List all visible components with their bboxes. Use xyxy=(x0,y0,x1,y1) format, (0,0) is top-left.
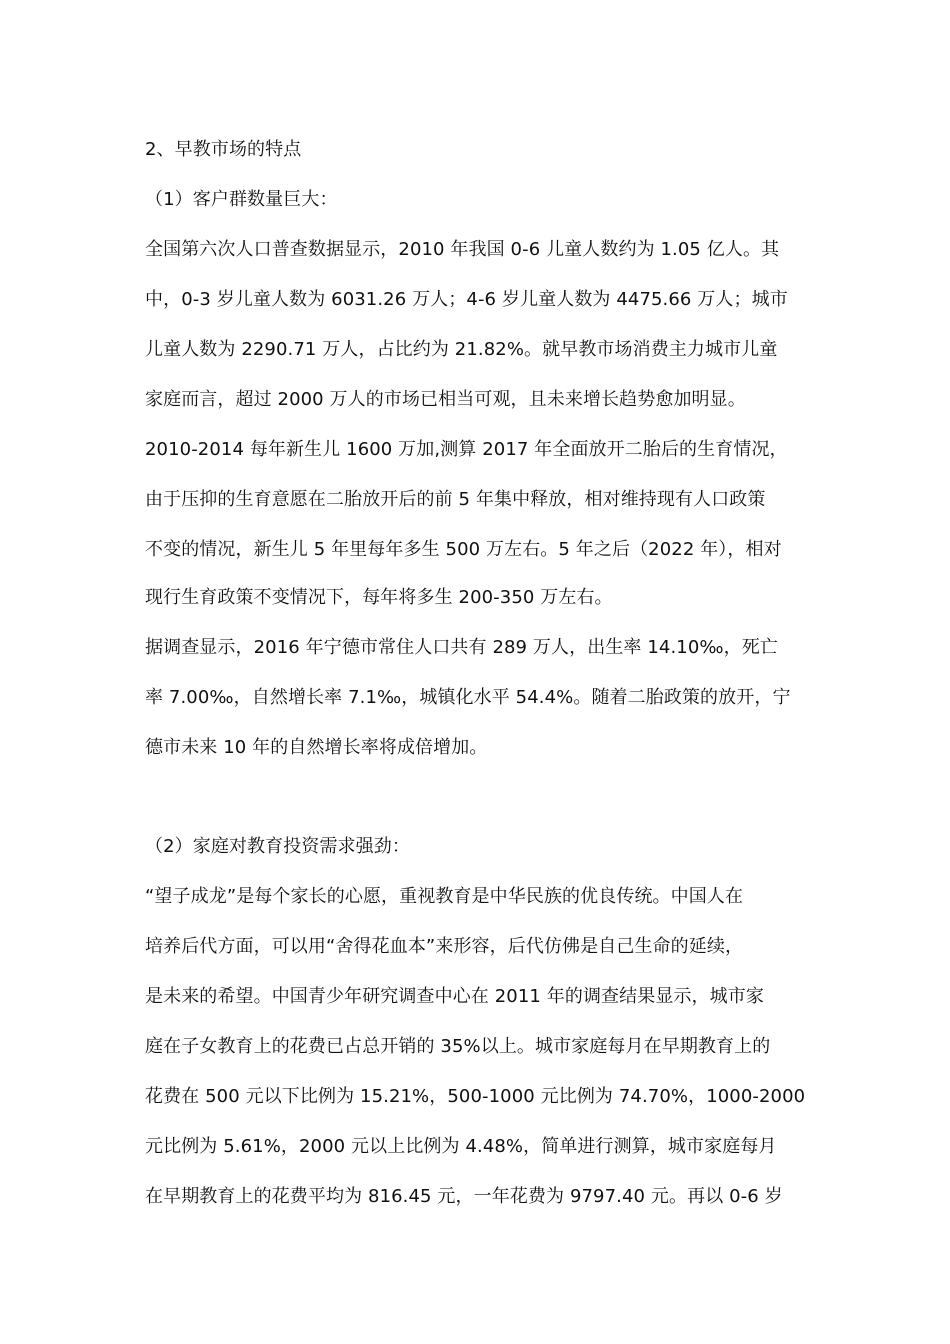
paragraph-line: “望子成龙”是每个家长的心愿，重视教育是中华民族的优良传统。中国人在 xyxy=(145,886,744,907)
paragraph-line: 由于压抑的生育意愿在二胎放开后的前 5 年集中释放，相对维持现有人口政策 xyxy=(145,489,766,510)
paragraph-line: 花费在 500 元以下比例为 15.21%，500-1000 元比例为 74.70%，1000-2000 xyxy=(145,1086,806,1107)
paragraph-line: 家庭而言，超过 2000 万人的市场已相当可观，且未来增长趋势愈加明显。 xyxy=(145,389,746,410)
paragraph-line: 2010-2014 每年新生儿 1600 万加,测算 2017 年全面放开二胎后的生育情况， xyxy=(145,439,788,460)
paragraph-line: 德市未来 10 年的自然增长率将成倍增加。 xyxy=(145,737,488,758)
paragraph-line: 中，0-3 岁儿童人数为 6031.26 万人；4-6 岁儿童人数为 4475.66 万人；城市 xyxy=(145,289,788,310)
paragraph-line: 率 7.00‰，自然增长率 7.1‰，城镇化水平 54.4%。随着二胎政策的放开，宁 xyxy=(145,687,791,708)
paragraph-line: 现行生育政策不变情况下，每年将多生 200-350 万左右。 xyxy=(145,587,613,608)
paragraph-line: 元比例为 5.61%，2000 元以上比例为 4.48%，简单进行测算，城市家庭每月 xyxy=(145,1136,777,1157)
subsection-heading: （1）客户群数量巨大： xyxy=(145,189,338,210)
section-heading: 2、早教市场的特点 xyxy=(145,139,302,160)
paragraph-line: 培养后代方面，可以用“舍得花血本”来形容，后代仿佛是自己生命的延续， xyxy=(145,936,744,957)
paragraph-line: 儿童人数为 2290.71 万人，占比约为 21.82%。就早教市场消费主力城市儿童 xyxy=(145,339,778,360)
subsection-heading: （2）家庭对教育投资需求强劲： xyxy=(145,836,410,857)
paragraph-line: 不变的情况，新生儿 5 年里每年多生 500 万左右。5 年之后（2022 年），相对 xyxy=(145,539,782,560)
paragraph-line: 庭在子女教育上的花费已占总开销的 35%以上。城市家庭每月在早期教育上的 xyxy=(145,1036,771,1057)
paragraph-line: 全国第六次人口普查数据显示，2010 年我国 0-6 儿童人数约为 1.05 亿人。其 xyxy=(145,239,780,260)
paragraph-line: 据调查显示，2016 年宁德市常住人口共有 289 万人，出生率 14.10‰，死亡 xyxy=(145,637,778,658)
paragraph-line: 是未来的希望。中国青少年研究调查中心在 2011 年的调查结果显示，城市家 xyxy=(145,986,764,1007)
paragraph-line: 在早期教育上的花费平均为 816.45 元，一年花费为 9797.40 元。再以 0-6 岁 xyxy=(145,1186,783,1207)
